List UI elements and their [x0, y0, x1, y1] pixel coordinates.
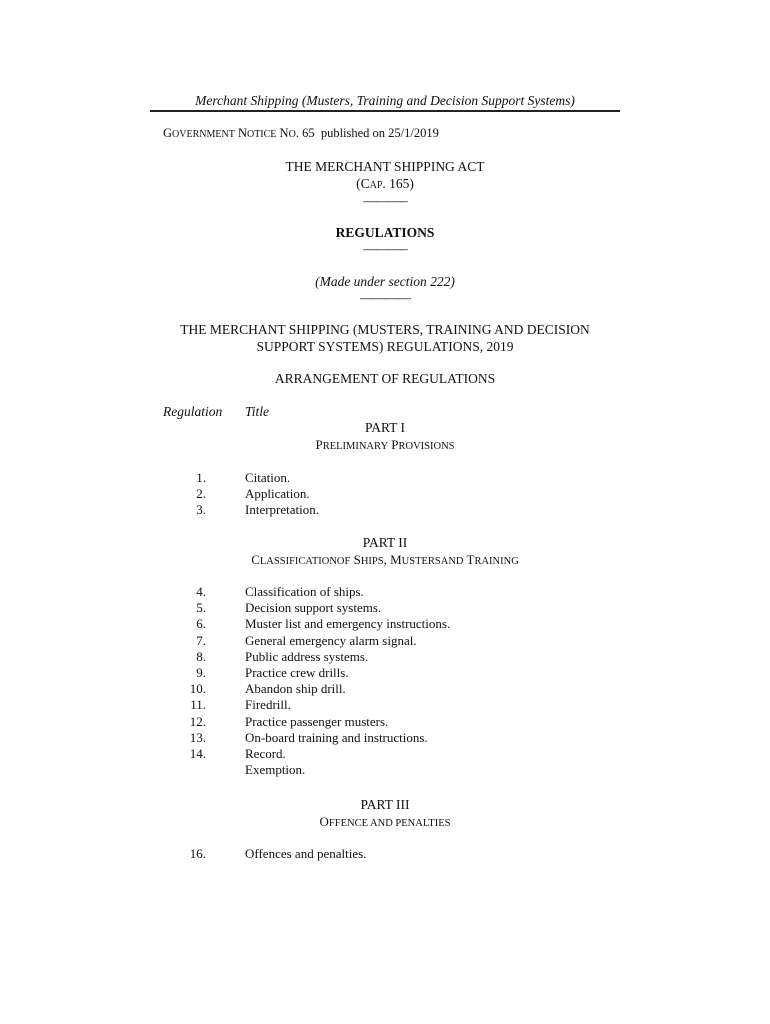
- list-item: 3. Interpretation.: [196, 502, 319, 518]
- list-item: 10. Abandon ship drill.: [189, 681, 346, 697]
- regulation-title-line2: SUPPORT SYSTEMS) REGULATIONS, 2019: [256, 339, 514, 354]
- notice-n2: N: [279, 126, 289, 140]
- dash-1: ———–: [363, 193, 407, 208]
- list-item: 12. Practice passenger musters.: [189, 713, 389, 729]
- p1-reliminary: RELIMINARY: [322, 441, 389, 452]
- list-item: 1. Citation.: [196, 470, 291, 485]
- act-title: THE MERCHANT SHIPPING ACT: [285, 159, 485, 174]
- regulation-title-line1: THE MERCHANT SHIPPING (MUSTERS, TRAINING AND DECISION: [180, 322, 590, 337]
- list-item: 7. General emergency alarm signal.: [196, 632, 417, 648]
- list-item: 6. Muster list and emergency instructions.: [196, 616, 451, 632]
- list-item: Exemption.: [245, 762, 306, 778]
- p1-rovisions: ROVISIONS: [398, 441, 455, 452]
- dash-3: ————: [360, 290, 410, 305]
- arrangement-heading: ARRANGEMENT OF REGULATIONS: [274, 371, 496, 386]
- list-item: 14. Record.: [189, 745, 286, 761]
- act-cap: [150, 176, 620, 192]
- part1-subheading: [150, 437, 620, 453]
- part1-list: [150, 470, 620, 519]
- government-notice: [163, 126, 439, 141]
- list-item: 13. On-board training and instructions.: [189, 729, 428, 745]
- part3-subheading: OFFENCE AND PENALTIES: [319, 814, 451, 829]
- notice-g: G: [163, 126, 173, 140]
- running-head: Merchant Shipping (Musters, Training and Decision Support Systems): [195, 93, 575, 108]
- regulations-heading: REGULATIONS: [335, 225, 435, 240]
- dash-2: ———–: [363, 241, 407, 256]
- notice-n: N: [237, 126, 247, 140]
- notice-otice: OTICE: [246, 129, 277, 140]
- header-rule: [150, 110, 620, 112]
- notice-o: O: [288, 129, 296, 140]
- part2-heading: PART II: [362, 535, 408, 550]
- cap-rest: . 165): [382, 176, 414, 191]
- notice-rest: . 65 published on 25/1/2019: [295, 126, 439, 140]
- made-under-section: (Made under section 222): [315, 274, 455, 289]
- cap-open: (C: [356, 176, 370, 191]
- part1-heading: PART I: [364, 420, 406, 435]
- part3-heading: PART III: [360, 797, 410, 812]
- notice-overnment: OVERNMENT: [172, 129, 235, 140]
- part2-subheading: CLASSIFICATIONOF SHIPS, MUSTERSAND TRAINING: [251, 552, 519, 567]
- list-item: 4. Classification of ships.: [196, 584, 364, 599]
- list-item: 8. Public address systems.: [196, 648, 369, 664]
- list-item: 11. Firedrill.: [190, 697, 291, 713]
- cap-ap: AP: [369, 180, 383, 191]
- column-regulation: Regulation: [163, 404, 223, 419]
- p1-p: P: [315, 437, 323, 452]
- part3-list: [150, 846, 620, 862]
- p1-p2: P: [388, 437, 399, 452]
- list-item: 16. Offences and penalties.: [189, 846, 367, 861]
- list-item: 5. Decision support systems.: [196, 600, 382, 616]
- column-title: Title: [245, 404, 270, 419]
- list-item: 9. Practice crew drills.: [196, 664, 349, 680]
- list-item: 2. Application.: [196, 486, 310, 502]
- part2-list: [150, 584, 620, 778]
